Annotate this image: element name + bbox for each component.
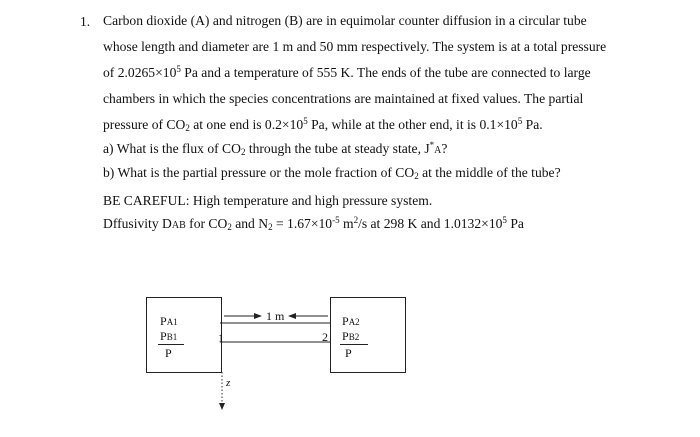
part-a: a) What is the flux of $CO_2$ through the tube at steady state, J*A? [103, 140, 448, 157]
right-total-pressure: P [345, 346, 352, 360]
z-axis-arrow-head [219, 403, 225, 410]
question-number: 1. [80, 14, 91, 29]
question-line-3: of $2.0265\times 10^5$ Pa and a temperature of 555 K. The ends of the tube are connected to large [103, 64, 591, 80]
right-pa-label: PA2 [342, 314, 360, 328]
warning-text: BE CAREFUL: High temperature and high pressure system. [103, 193, 433, 208]
question-line-2: whose length and diameter are 1 m and 50 mm respectively. The system is at a total pressure [103, 39, 607, 54]
question-line-1: Carbon dioxide (A) and nitrogen (B) are in equimolar counter diffusion in a circular tube [103, 13, 587, 28]
end-2-label: 2 [322, 330, 328, 344]
left-total-pressure: P [165, 346, 172, 360]
question-line-5: pressure of $CO_2$ at one end is $0.2\times 10^5$ Pa, while at the other end, it is $0.1\times 10^5$ Pa. [103, 116, 543, 133]
left-pa-label: PA1 [160, 314, 178, 328]
right-pb-label: PB2 [342, 329, 360, 343]
part-b: b) What is the partial pressure or the mole fraction of $CO_2$ at the middle of the tube? [103, 165, 561, 181]
z-axis-label: z [226, 377, 231, 389]
left-pb-label: PB1 [160, 329, 178, 343]
end-1-label: 1 [218, 331, 224, 345]
diffusivity-text: Dffusivity DAB for $CO_2$ and $N_2 = 1.67\times 10^{-5}$ $m^2/s$ at 298 K and $1.0132\times 10^5$ Pa [103, 215, 524, 232]
question-line-4: chambers in which the species concentrations are maintained at fixed values. The partial [103, 91, 584, 106]
length-arrow-right-head [288, 313, 296, 319]
length-label: 1 m [266, 309, 285, 323]
length-arrow-left-head [254, 313, 262, 319]
